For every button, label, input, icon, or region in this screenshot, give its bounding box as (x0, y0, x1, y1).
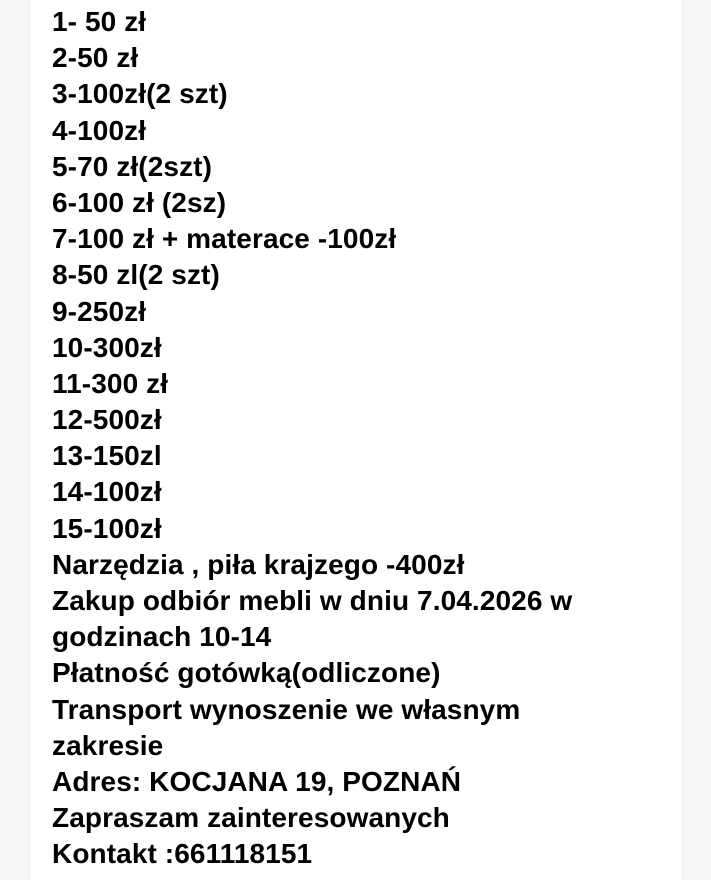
note-text[interactable] (52, 4, 672, 873)
note-line: 2-50 zł (52, 42, 139, 74)
note-line: 9-250zł (52, 295, 147, 327)
note-line: 8-50 zl(2 szt) (52, 259, 220, 291)
note-line: 15-100zł (52, 512, 162, 544)
note-line: 12-500zł (52, 404, 162, 436)
note-line: Kontakt :661118151 (52, 838, 313, 870)
note-line: Narzędzia , piła krajzego -400zł (52, 548, 465, 580)
note-line: Transport wynoszenie we własnym (52, 693, 521, 725)
note-line: Płatność gotówką(odliczone) (52, 657, 441, 689)
note-line: Zakup odbiór mebli w dniu 7.04.2026 w (52, 585, 573, 616)
note-line: 5-70 zł(2szt) (52, 150, 213, 182)
note-line: 13-150zl (52, 440, 162, 472)
note-line: Zapraszam zainteresowanych (52, 802, 450, 834)
note-line: 6-100 zł (2sz) (52, 186, 227, 218)
note-line: zakresie (52, 729, 164, 761)
note-line: Adres: KOCJANA 19, POZNAŃ (52, 765, 462, 797)
note-line: 3-100zł(2 szt) (52, 78, 228, 110)
note-line: godzinach 10-14 (52, 621, 272, 653)
note-line: 10-300zł (52, 331, 162, 363)
note-line: 11-300 zł (52, 367, 169, 399)
note-line: 4-100zł (52, 114, 147, 146)
note-line: 14-100zł (52, 476, 162, 508)
note-line: 7-100 zł + materace -100zł (52, 223, 397, 255)
note-line: 1- 50 zł (52, 6, 147, 37)
